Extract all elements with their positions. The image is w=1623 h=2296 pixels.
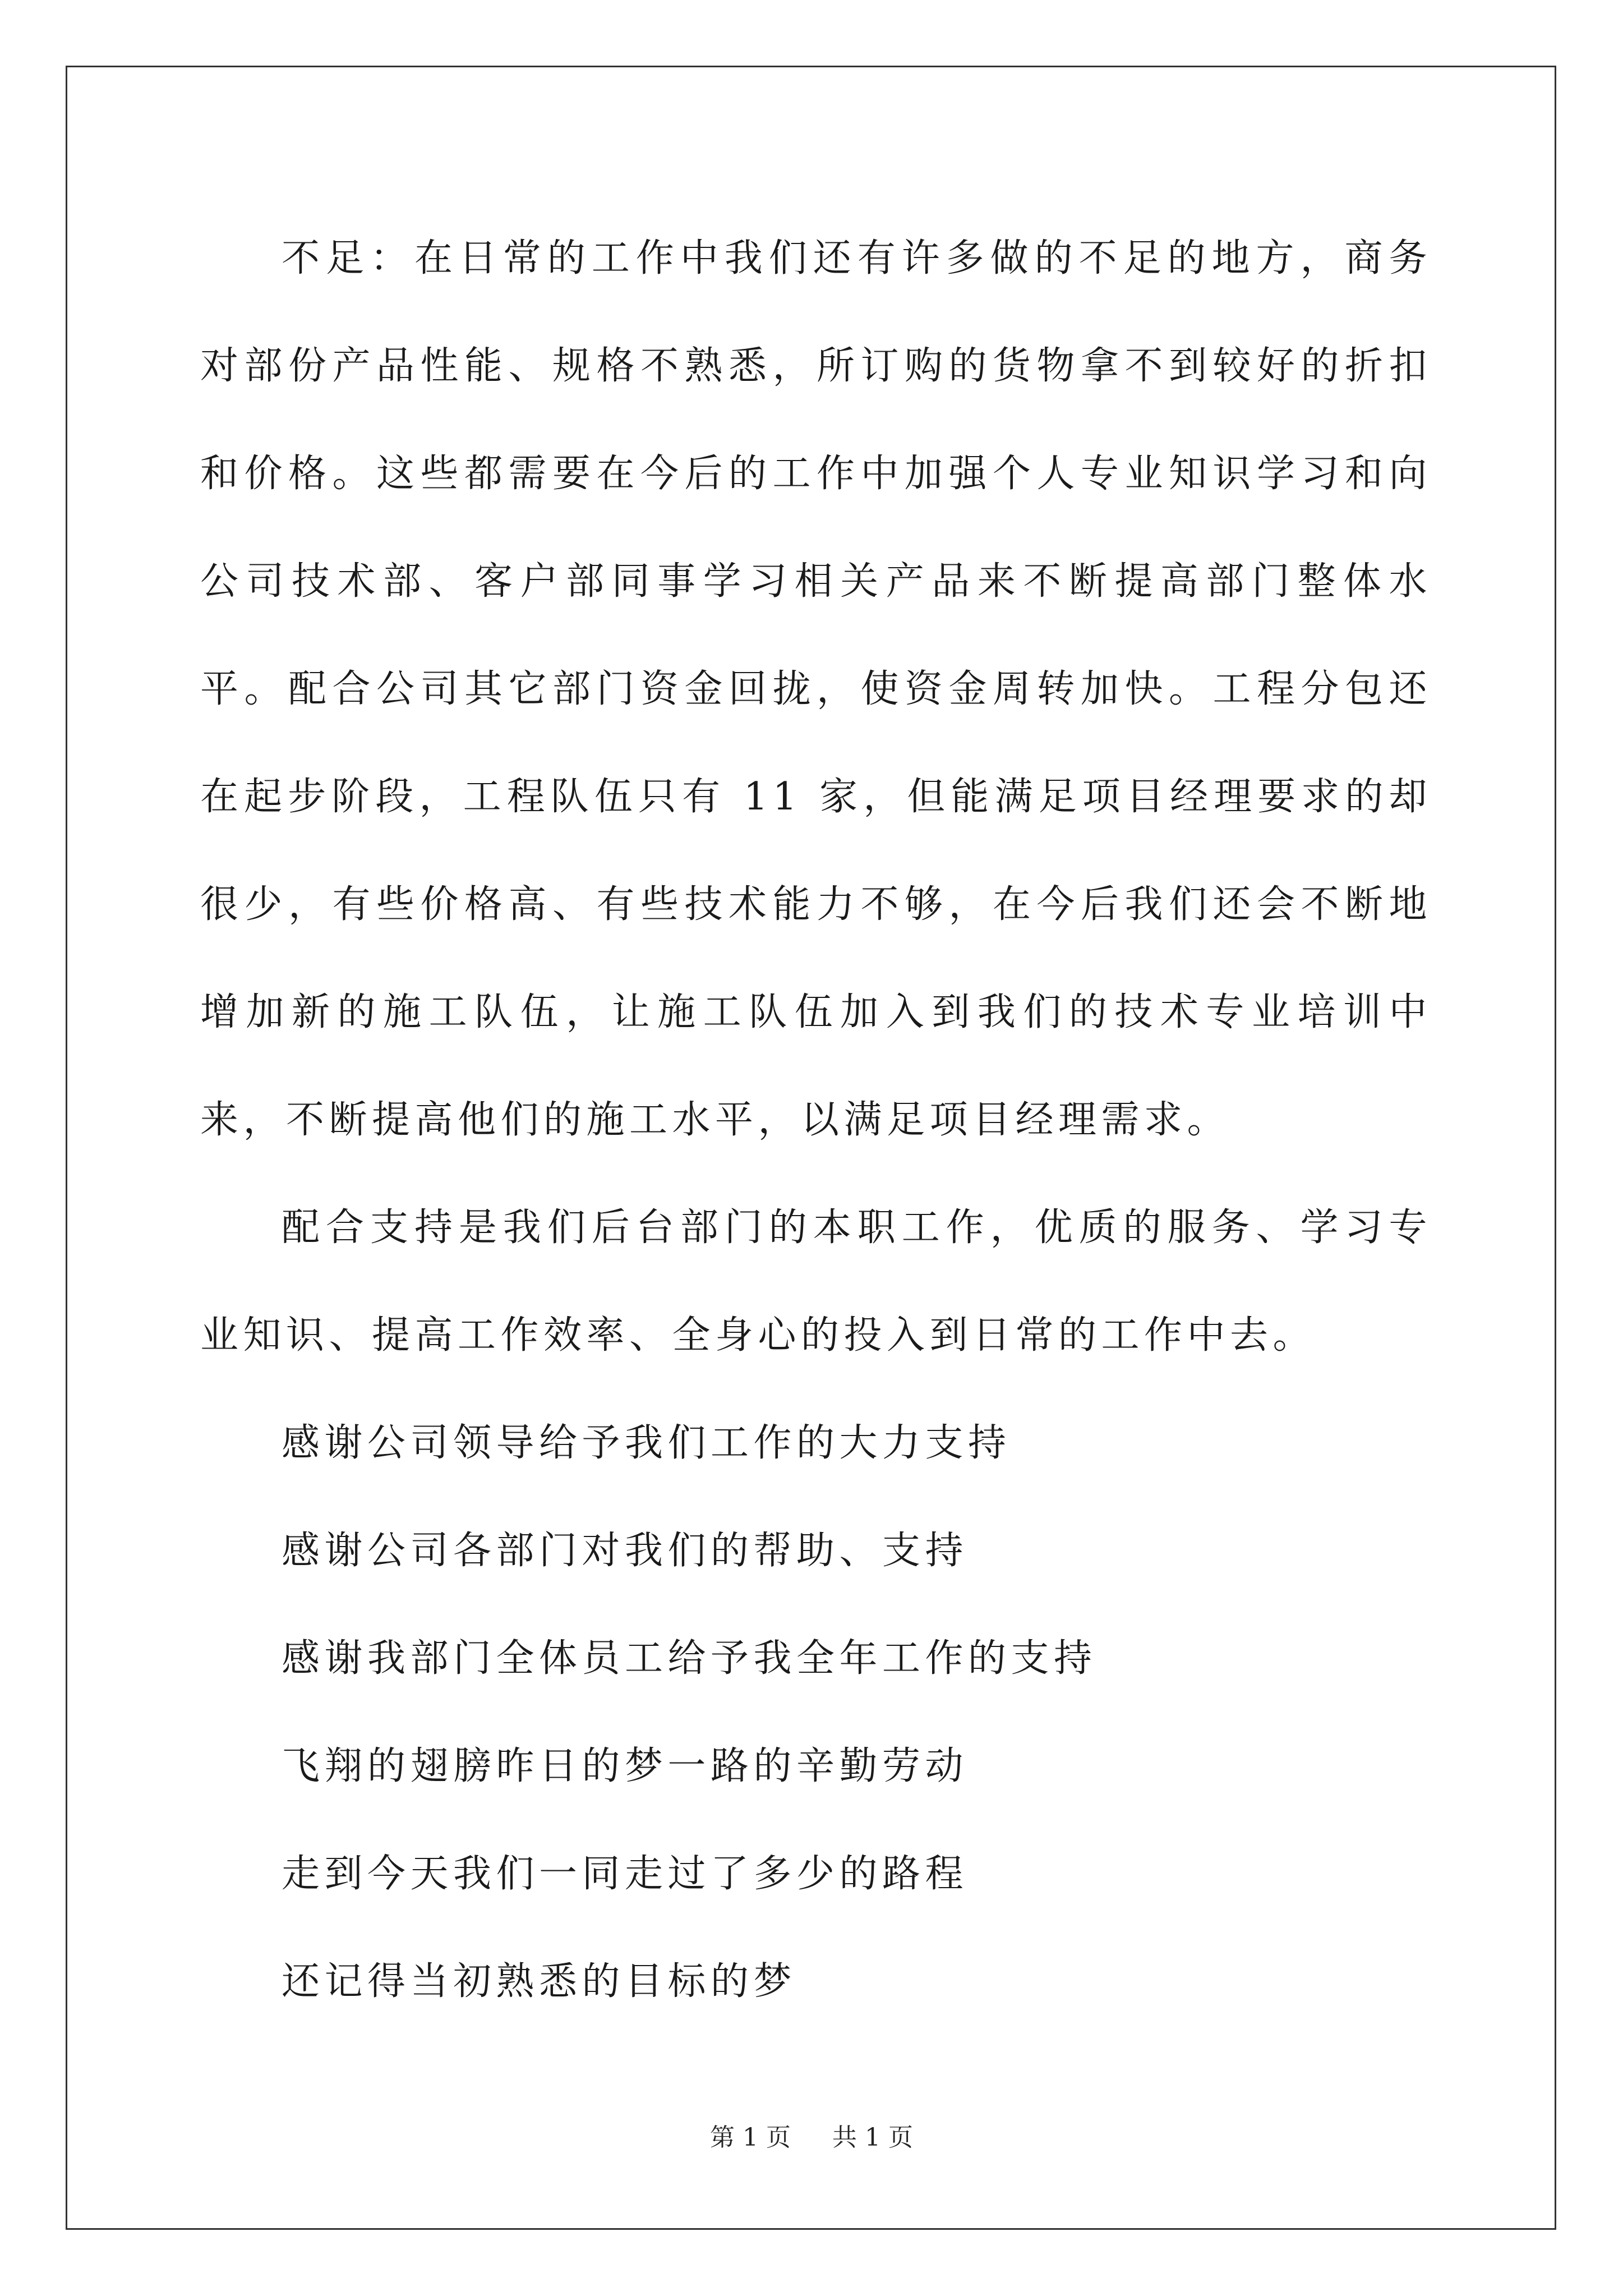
page-total: 共 1 页 [832, 2123, 913, 2152]
paragraph-support: 配合支持是我们后台部门的本职工作，优质的服务、学习专业知识、提高工作效率、全身心的投入到日常的工作中去。 [200, 1205, 1432, 1358]
page-number: 第 1 页 [710, 2123, 791, 2152]
text-line: 感谢我部门全体员工给予我全年工作的支持 [282, 1636, 1097, 1681]
text-line: 还记得当初熟悉的目标的梦 [282, 1959, 797, 2004]
text-line: 感谢公司领导给予我们工作的大力支持 [282, 1421, 1011, 1465]
text-line: 飞翔的翅膀昨日的梦一路的辛勤劳动 [282, 1744, 969, 1788]
paragraph-shortcomings: 不足：在日常的工作中我们还有许多做的不足的地方，商务对部份产品性能、规格不熟悉，所订购的货物拿不到较好的折扣和价格。这些都需要在今后的工作中加强个人专业知识学习和向公司技术部、客户部同事学习相关产品来不断提高部门整体水平。配合公司其它部门资金回拢，使资金周转加快。工程分包还在起步阶段，工程队伍只有 11 家，但能满足项目经理要求的却很少，有些价格高、有些技术能力不够，在今后我们还会不断地增加新的施工队伍，让施工队伍加入到我们的技术专业培训中来，不断提高他们的施工水平，以满足项目经理需求。 [200, 236, 1432, 1142]
document-body [200, 205, 1432, 2036]
page-footer [0, 2121, 1623, 2155]
text-line: 走到今天我们一同走过了多少的路程 [282, 1852, 969, 1896]
text-line: 感谢公司各部门对我们的帮助、支持 [282, 1529, 969, 1573]
